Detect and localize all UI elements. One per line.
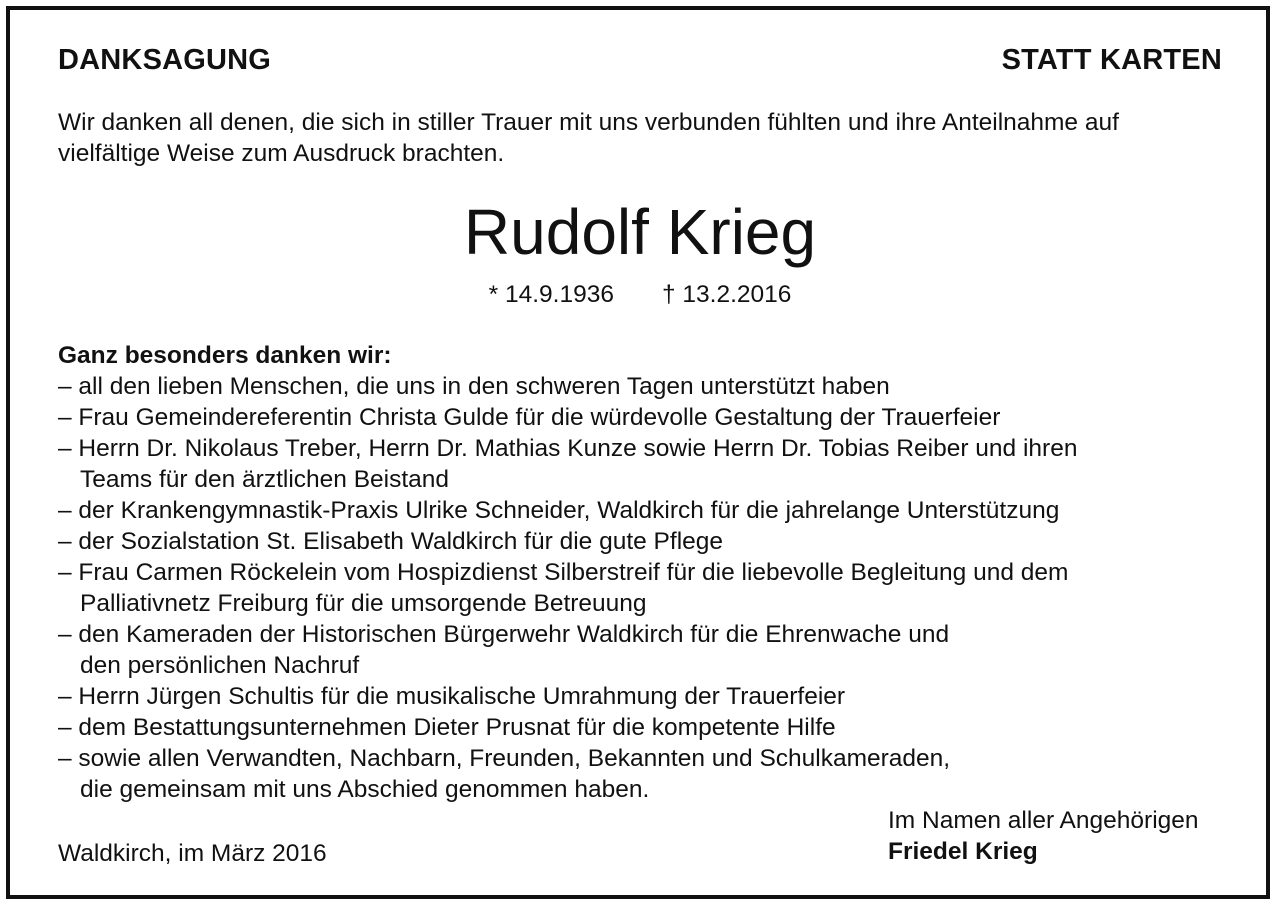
thanks-item-line: – Frau Gemeindereferentin Christa Gulde für die würdevolle Gestaltung der Trauerfeier	[58, 404, 1001, 431]
thanks-item	[58, 495, 1077, 526]
thanks-item-line: – all den lieben Menschen, die uns in den schweren Tagen unterstützt haben	[58, 373, 890, 400]
thanks-item-line: – den Kameraden der Historischen Bürgerwehr Waldkirch für die Ehrenwache und	[58, 621, 950, 648]
thanks-item	[58, 712, 1077, 743]
thanks-item-line: – dem Bestattungsunternehmen Dieter Prusnat für die kompetente Hilfe	[58, 714, 836, 741]
life-dates	[0, 280, 1280, 310]
thanks-item-line: – sowie allen Verwandten, Nachbarn, Freunden, Bekannten und Schulkameraden,	[58, 745, 951, 772]
thanks-item	[58, 433, 1077, 495]
thanks-item	[58, 557, 1077, 619]
thanks-item	[58, 743, 1077, 805]
thanks-section	[58, 340, 1077, 805]
intro-text	[58, 107, 1119, 169]
thanks-item	[58, 526, 1077, 557]
on-behalf-text: Im Namen aller Angehörigen	[888, 807, 1199, 834]
place-date: Waldkirch, im März 2016	[58, 840, 327, 867]
death-date: † 13.2.2016	[661, 281, 792, 308]
birth-date: * 14.9.1936	[488, 281, 614, 308]
thanks-item-line: – Herrn Jürgen Schultis für die musikalische Umrahmung der Trauerfeier	[58, 683, 846, 710]
thanks-item	[58, 402, 1077, 433]
thanks-item-continuation: den persönlichen Nachruf	[80, 652, 360, 679]
deceased-name: Rudolf Krieg	[463, 196, 817, 268]
intro-line: Wir danken all denen, die sich in stiller Trauer mit uns verbunden fühlten und ihre Anteilnahme auf	[58, 109, 1119, 136]
thanks-item-line: – der Krankengymnastik-Praxis Ulrike Schneider, Waldkirch für die jahrelange Unterstützung	[58, 497, 1060, 524]
thanks-item	[58, 371, 1077, 402]
thanks-item-continuation: Palliativnetz Freiburg für die umsorgende Betreuung	[80, 590, 647, 617]
header-right-title: STATT KARTEN	[1001, 44, 1222, 76]
thanks-item-continuation: die gemeinsam mit uns Abschied genommen haben.	[80, 776, 650, 803]
thanks-item-line: – Herrn Dr. Nikolaus Treber, Herrn Dr. Mathias Kunze sowie Herrn Dr. Tobias Reiber und ihren	[58, 435, 1078, 462]
thanks-item-continuation: Teams für den ärztlichen Beistand	[80, 466, 450, 493]
thanks-title: Ganz besonders danken wir:	[58, 342, 392, 369]
thanks-item	[58, 681, 1077, 712]
signer-name: Friedel Krieg	[888, 838, 1038, 865]
signature-block	[888, 805, 1199, 867]
intro-line: vielfältige Weise zum Ausdruck brachten.	[58, 140, 505, 167]
thanks-item	[58, 619, 1077, 681]
thanks-item-line: – Frau Carmen Röckelein vom Hospizdienst Silberstreif für die liebevolle Begleitung und dem	[58, 559, 1069, 586]
header-left-title: DANKSAGUNG	[58, 44, 272, 76]
thanks-item-line: – der Sozialstation St. Elisabeth Waldkirch für die gute Pflege	[58, 528, 724, 555]
